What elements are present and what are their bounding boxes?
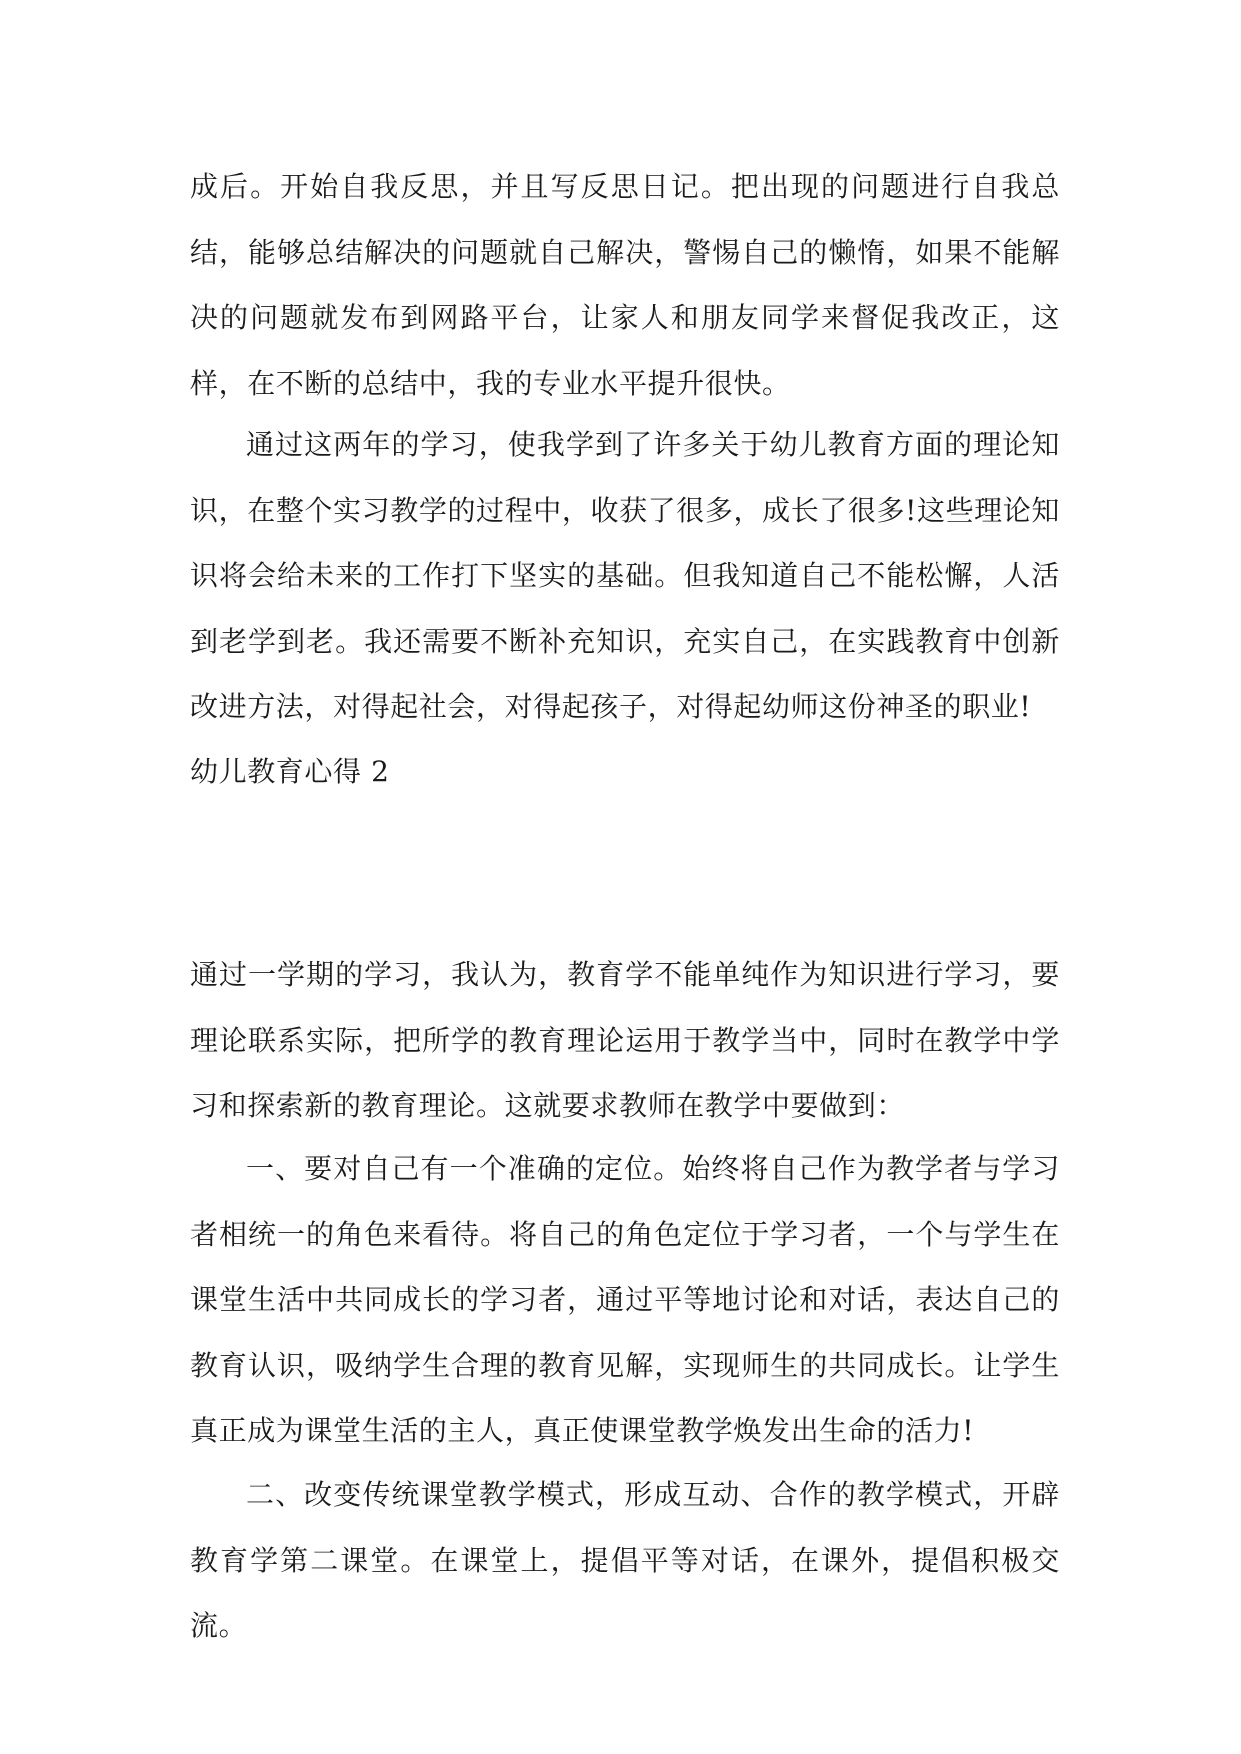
paragraph-point-two: 二、改变传统课堂教学模式，形成互动、合作的教学模式，开辟教育学第二课堂。在课堂上，提倡平等对话，在课外，提倡积极交流。	[190, 1478, 1060, 1642]
paragraph-two-years-summary: 通过这两年的学习，使我学到了许多关于幼儿教育方面的理论知识，在整个实习教学的过程中，收获了很多，成长了很多!这些理论知识将会给未来的工作打下坚实的基础。但我知道自己不能松懈，人活到老学到老。我还需要不断补充知识，充实自己，在实践教育中创新改进方法，对得起社会，对得起孩子，对得起幼师这份神圣的职业!	[190, 428, 1060, 723]
paragraph-semester-intro: 通过一学期的学习，我认为，教育学不能单纯作为知识进行学习，要理论联系实际，把所学的教育理论运用于教学当中，同时在教学中学习和探索新的教育理论。这就要求教师在教学中要做到：	[190, 958, 1060, 1122]
paragraph-point-one: 一、要对自己有一个准确的定位。始终将自己作为教学者与学习者相统一的角色来看待。将自己的角色定位于学习者，一个与学生在课堂生活中共同成长的学习者，通过平等地讨论和对话，表达自己的教育认识，吸纳学生合理的教育见解，实现师生的共同成长。让学生真正成为课堂生活的主人，真正使课堂教学焕发出生命的活力!	[190, 1152, 1060, 1447]
paragraph-reflection-continued: 成后。开始自我反思，并且写反思日记。把出现的问题进行自我总结，能够总结解决的问题就自己解决，警惕自己的懒惰，如果不能解决的问题就发布到网路平台，让家人和朋友同学来督促我改正，这样，在不断的总结中，我的专业水平提升很快。	[190, 170, 1060, 400]
section-heading: 幼儿教育心得 2	[190, 755, 390, 788]
